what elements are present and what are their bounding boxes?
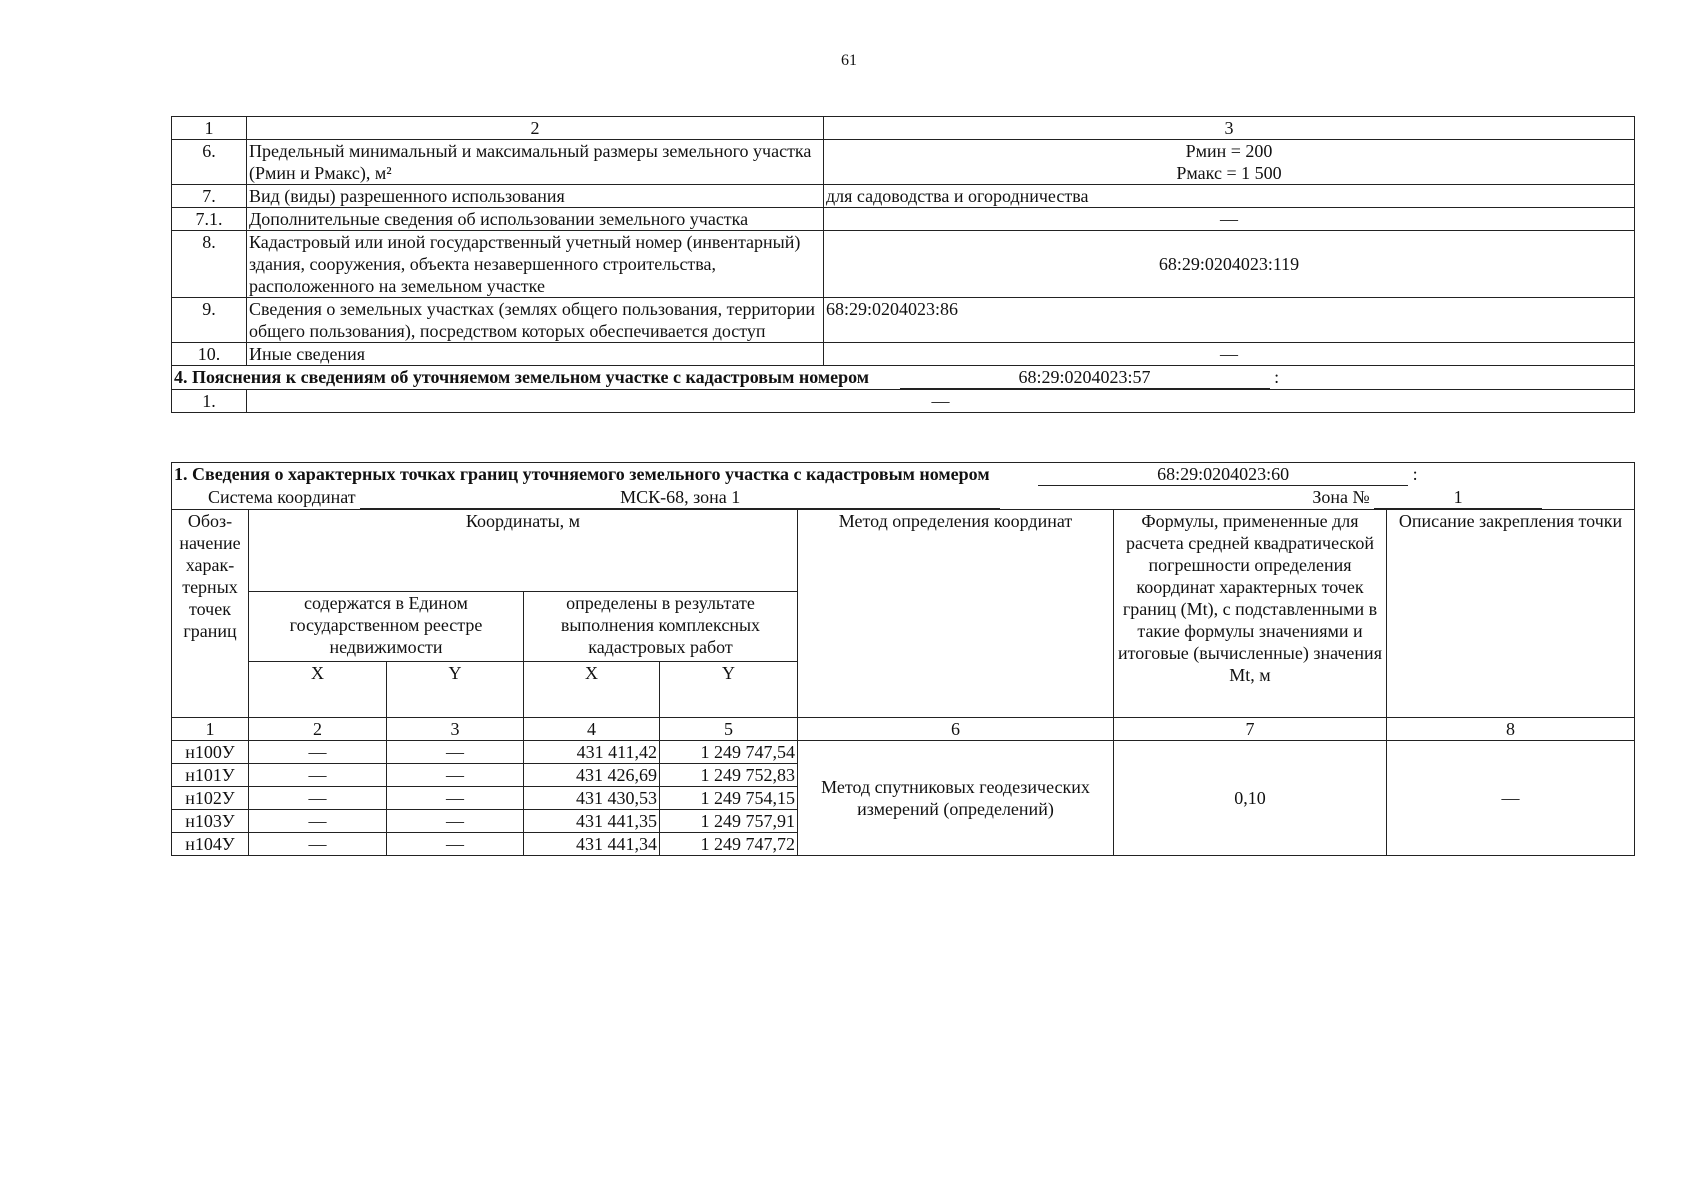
point-x-egrn: — xyxy=(249,741,387,764)
header-cell: 3 xyxy=(824,117,1635,140)
row-number: 6. xyxy=(172,140,247,185)
row-number: 1. xyxy=(172,390,247,413)
row-number: 7. xyxy=(172,185,247,208)
kkr-header: определены в результате выполнения комплексных кадастровых работ xyxy=(524,592,798,662)
y-header: Y xyxy=(660,662,798,718)
point-y-egrn: — xyxy=(387,810,524,833)
table-row xyxy=(172,298,1635,343)
point-y: 1 249 754,15 xyxy=(660,787,798,810)
column-number: 4 xyxy=(524,718,660,741)
point-y: 1 249 757,91 xyxy=(660,810,798,833)
point-y-egrn: — xyxy=(387,764,524,787)
table-row xyxy=(172,231,1635,298)
value-line: Рмин = 200 xyxy=(1185,141,1273,161)
points-title-cell xyxy=(172,463,1635,487)
points-title: 1. Сведения о характерных точках границ уточняемого земельного участка с кадастровым номером xyxy=(174,464,990,484)
points-cadastral: 68:29:0204023:60 xyxy=(1038,463,1408,486)
row-value: — xyxy=(824,208,1635,231)
formula-header: Формулы, примененные для расчета средней квадратической погрешности определения координат характерных точек границ (Mt), с подставленными в такие формулы значениями и итоговые (вычисленные) значения Mt, м xyxy=(1114,510,1387,718)
point-y-egrn: — xyxy=(387,833,524,856)
point-name: н101У xyxy=(172,764,249,787)
point-y-egrn: — xyxy=(387,787,524,810)
designation-header: Обоз-начение харак-терных точек границ xyxy=(172,510,249,718)
row-label: Сведения о земельных участках (землях общего пользования, территории общего пользования), посредством которых обеспечивается доступ xyxy=(247,298,824,343)
point-x: 431 430,53 xyxy=(524,787,660,810)
point-x-egrn: — xyxy=(249,810,387,833)
x-header: X xyxy=(524,662,660,718)
points-header-row xyxy=(172,510,1635,592)
header-cell: 1 xyxy=(172,117,247,140)
row-number: 9. xyxy=(172,298,247,343)
row-value xyxy=(824,140,1635,185)
column-number: 3 xyxy=(387,718,524,741)
egrn-header: содержатся в Едином государственном реестре недвижимости xyxy=(249,592,524,662)
zone-value: 1 xyxy=(1374,486,1542,509)
point-x: 431 426,69 xyxy=(524,764,660,787)
header-cell: 2 xyxy=(247,117,824,140)
section-4-colon: : xyxy=(1274,367,1280,387)
point-y-egrn: — xyxy=(387,741,524,764)
table-row xyxy=(172,208,1635,231)
points-colon: : xyxy=(1412,464,1418,484)
column-number: 8 xyxy=(1387,718,1635,741)
point-x-egrn: — xyxy=(249,787,387,810)
point-x-egrn: — xyxy=(249,764,387,787)
row-label: Вид (виды) разрешенного использования xyxy=(247,185,824,208)
coord-system-value: МСК-68, зона 1 xyxy=(360,486,1000,509)
point-name: н103У xyxy=(172,810,249,833)
column-number: 2 xyxy=(249,718,387,741)
row-value: 68:29:0204023:119 xyxy=(824,231,1635,298)
section-4-title-row xyxy=(172,366,1635,390)
row-value: — xyxy=(247,390,1635,413)
column-number: 7 xyxy=(1114,718,1387,741)
mt-value: 0,10 xyxy=(1114,741,1387,856)
section-4-cadastral: 68:29:0204023:57 xyxy=(900,366,1270,389)
row-label: Предельный минимальный и максимальный размеры земельного участка (Рмин и Рмакс), м² xyxy=(247,140,824,185)
land-plot-info-table xyxy=(171,116,1635,413)
column-numbers-row xyxy=(172,718,1635,741)
point-x: 431 441,34 xyxy=(524,833,660,856)
point-y: 1 249 747,54 xyxy=(660,741,798,764)
row-label: Кадастровый или иной государственный учетный номер (инвентарный) здания, сооружения, объекта незавершенного строительства, расположенного на земельном участке xyxy=(247,231,824,298)
row-value: — xyxy=(824,343,1635,366)
method-header: Метод определения координат xyxy=(798,510,1114,718)
point-name: н104У xyxy=(172,833,249,856)
boundary-points-table xyxy=(171,462,1635,856)
point-row xyxy=(172,741,1635,764)
table-row xyxy=(172,185,1635,208)
point-x: 431 441,35 xyxy=(524,810,660,833)
row-number: 10. xyxy=(172,343,247,366)
row-label: Иные сведения xyxy=(247,343,824,366)
method-value: Метод спутниковых геодезических измерений (определений) xyxy=(798,741,1114,856)
section-4-title xyxy=(172,366,1635,390)
point-x-egrn: — xyxy=(249,833,387,856)
point-name: н102У xyxy=(172,787,249,810)
description-value: — xyxy=(1387,741,1635,856)
row-number: 8. xyxy=(172,231,247,298)
row-number: 7.1. xyxy=(172,208,247,231)
point-x: 431 411,42 xyxy=(524,741,660,764)
table-row xyxy=(172,390,1635,413)
coord-system-row xyxy=(172,486,1635,510)
point-y: 1 249 752,83 xyxy=(660,764,798,787)
column-number: 1 xyxy=(172,718,249,741)
table-row xyxy=(172,343,1635,366)
zone-label: Зона № xyxy=(1312,487,1370,507)
coord-system-label: Система координат xyxy=(208,487,356,507)
description-header: Описание закрепления точки xyxy=(1387,510,1635,718)
coord-system-cell xyxy=(172,486,1635,510)
row-value: 68:29:0204023:86 xyxy=(824,298,1635,343)
value-line: Рмакс = 1 500 xyxy=(1176,163,1282,183)
x-header: X xyxy=(249,662,387,718)
table-row xyxy=(172,140,1635,185)
column-number: 6 xyxy=(798,718,1114,741)
coords-header: Координаты, м xyxy=(249,510,798,592)
points-title-row xyxy=(172,463,1635,487)
row-label: Дополнительные сведения об использовании земельного участка xyxy=(247,208,824,231)
row-value: для садоводства и огородничества xyxy=(824,185,1635,208)
point-y: 1 249 747,72 xyxy=(660,833,798,856)
section-4-title-text: 4. Пояснения к сведениям об уточняемом земельном участке с кадастровым номером xyxy=(174,367,870,387)
page-number: 61 xyxy=(841,52,857,69)
column-number: 5 xyxy=(660,718,798,741)
point-name: н100У xyxy=(172,741,249,764)
y-header: Y xyxy=(387,662,524,718)
table-header-row xyxy=(172,117,1635,140)
